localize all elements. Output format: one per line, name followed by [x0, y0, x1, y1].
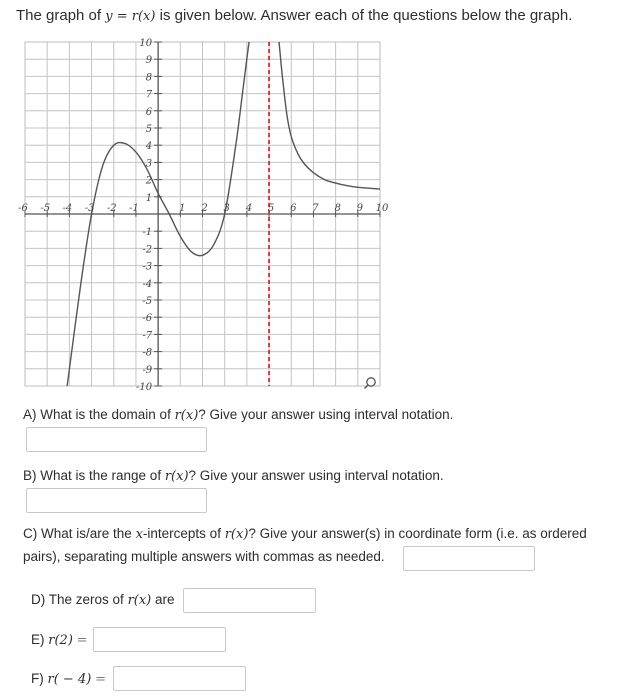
y-tick-label: 1 [145, 192, 153, 204]
x-tick-label: 5 [267, 203, 275, 214]
x-tick-label: 2 [201, 203, 208, 214]
y-tick-label: -1 [142, 227, 153, 239]
x-tick-label: -3 [84, 203, 95, 214]
y-tick-label: -8 [142, 347, 153, 359]
x-tick-label: 10 [375, 203, 389, 214]
intro-equation: y = r(x) [105, 9, 156, 24]
range-answer-input[interactable] [26, 488, 207, 513]
intro-post: is given below. Answer each of the questions below the graph. [159, 7, 573, 24]
function-curve [67, 16, 253, 386]
y-tick-label: -5 [142, 296, 153, 307]
x-tick-label: -5 [40, 203, 51, 214]
x-tick-label: 7 [312, 203, 319, 214]
x-tick-label: 6 [290, 203, 297, 214]
x-tick-label: 3 [223, 203, 230, 214]
question-a: A) What is the domain of r(x)? Give your answer using interval notation. [23, 407, 454, 423]
domain-answer-input[interactable] [26, 427, 207, 452]
x-tick-label: 1 [179, 203, 186, 214]
x-tick-label: -1 [129, 203, 139, 214]
y-tick-label: -3 [142, 261, 153, 273]
y-tick-label: -9 [142, 364, 153, 376]
y-tick-label: -7 [142, 330, 153, 342]
question-c: C) What is/are the x-intercepts of r(x)? Give your answer(s) in coordinate form (i.e. as ordered pairs), separating multiple answers with commas as needed. [23, 526, 587, 564]
y-tick-label: 5 [145, 124, 153, 135]
x-tick-label: 4 [245, 203, 253, 214]
zeros-answer-input[interactable] [183, 588, 316, 613]
question-f: F) r( − 4) = [31, 671, 106, 687]
y-tick-label: -6 [142, 313, 153, 325]
y-tick-label: -4 [142, 278, 153, 290]
r-of-2-answer-input[interactable] [93, 627, 226, 652]
problem-intro [16, 7, 572, 24]
y-tick-label: -2 [142, 244, 153, 256]
y-tick-label: 8 [145, 72, 153, 84]
r-of-negative-4-answer-input[interactable] [113, 666, 246, 691]
intro-pre: The graph of [16, 7, 102, 24]
x-tick-label: 8 [334, 203, 341, 214]
y-tick-label: 6 [145, 106, 153, 118]
x-intercepts-answer-input[interactable] [403, 546, 535, 571]
x-tick-label: -6 [18, 203, 28, 214]
y-tick-label: 4 [145, 141, 153, 153]
y-tick-label: 9 [145, 55, 153, 67]
y-tick-label: 10 [139, 38, 153, 49]
magnify-icon[interactable] [363, 376, 377, 390]
x-tick-label: 9 [356, 203, 363, 214]
function-curve [279, 42, 380, 189]
question-e: E) r(2) = [31, 632, 88, 648]
question-d: D) The zeros of r(x) are [31, 592, 175, 608]
y-tick-label: 7 [145, 89, 153, 101]
y-tick-label: -10 [136, 382, 153, 393]
question-b: B) What is the range of r(x)? Give your answer using interval notation. [23, 468, 444, 484]
x-tick-label: -4 [62, 203, 73, 214]
y-tick-label: 3 [145, 158, 153, 170]
y-tick-label: 2 [145, 175, 153, 187]
x-tick-label: -2 [106, 203, 117, 214]
graph-of-r [18, 36, 389, 393]
